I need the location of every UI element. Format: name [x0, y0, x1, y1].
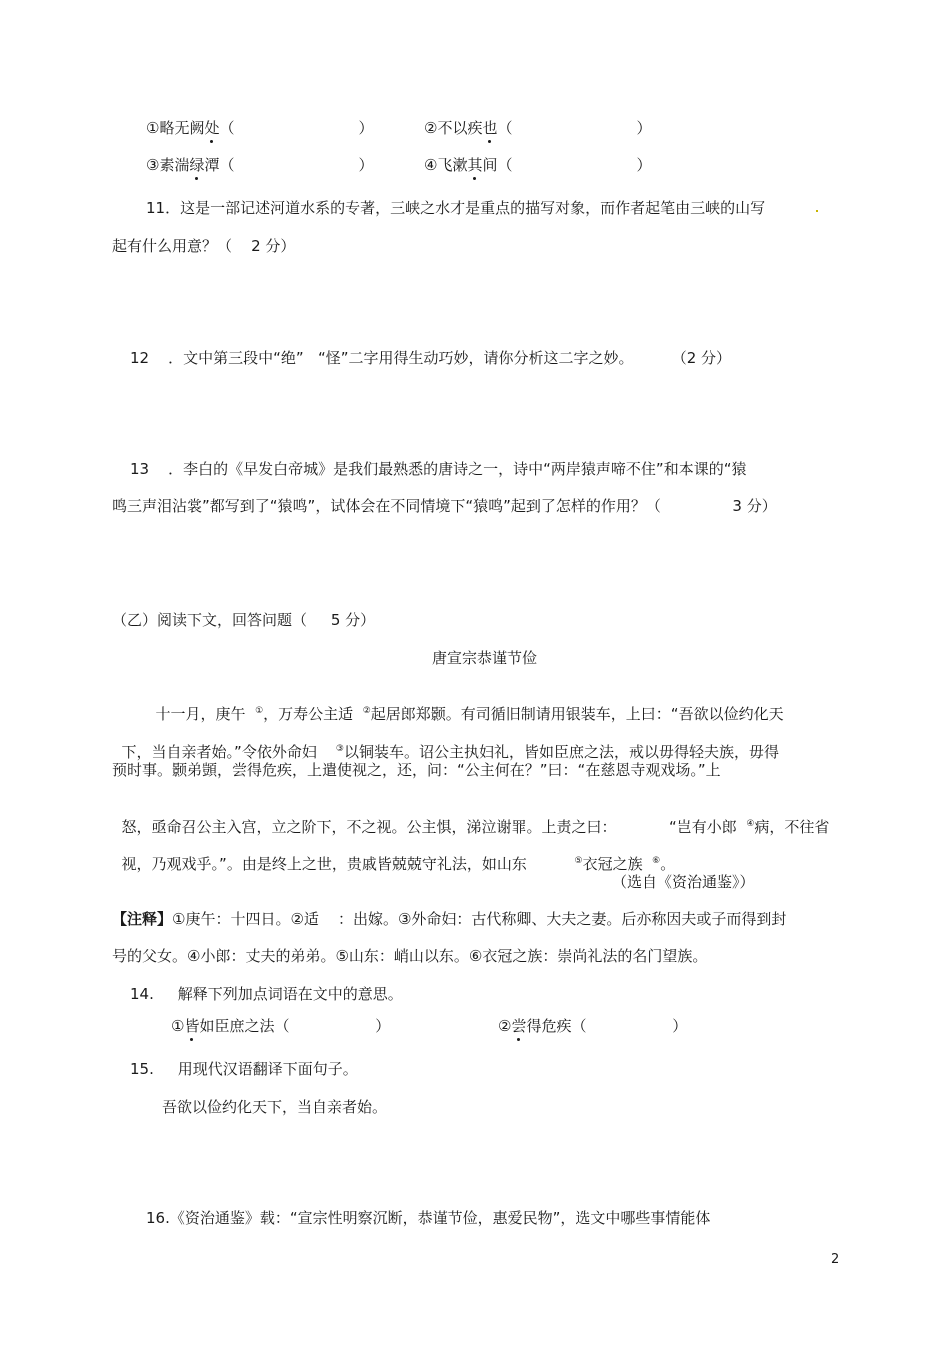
emphasis-dot-char: 其 [467, 156, 483, 174]
q13-line-1: 13 ．李白的《早发白帝城》是我们最熟悉的唐诗之一，诗中“两岸猿声啼不住”和本课的“猿 [130, 460, 747, 478]
q14-prompt: 14. 解释下列加点词语在文中的意思。 [130, 985, 403, 1003]
passage-source: （选自《资治通鉴》） [612, 873, 755, 891]
answer-blank[interactable]: （ ） [497, 156, 652, 174]
emphasis-dot-char: 处 [204, 119, 220, 137]
q14-item-2: ②尝得危疾（ ） [498, 1017, 688, 1035]
q10-item-4: ④飞漱其间（ ） [424, 156, 652, 174]
emphasis-dot-char: 尝 [511, 1017, 527, 1035]
footnote-ref: ⑥ [652, 856, 661, 866]
emphasis-dot-char: 也 [482, 119, 498, 137]
answer-blank[interactable]: （ ） [571, 1017, 688, 1035]
notes-line-1: 【注释】①庚午：十四日。②适 ：出嫁。③外命妇：古代称卿、大夫之妻。后亦称因夫或子而得到封 [112, 910, 787, 928]
footnote-ref: ① [255, 706, 264, 716]
page-number: 2 [831, 1252, 840, 1267]
notes-line-2: 号的父女。④小郎：丈夫的弟弟。⑤山东：峭山以东。⑥衣冠之族：崇尚礼法的名门望族。 [112, 947, 708, 965]
answer-blank[interactable]: （ ） [219, 156, 374, 174]
section-heading: （乙）阅读下文，回答问题（ 5 分） [112, 611, 376, 629]
footnote-ref: ④ [746, 819, 755, 829]
footnote-ref: ③ [335, 744, 344, 754]
answer-blank[interactable]: （ ） [219, 119, 374, 137]
emphasis-dot-char: 皆 [184, 1017, 200, 1035]
q15-sentence: 吾欲以俭约化天下，当自亲者始。 [162, 1098, 388, 1116]
answer-blank[interactable]: （ ） [274, 1017, 391, 1035]
passage-title: 唐宣宗恭谨节俭 [432, 649, 538, 667]
q11-line-1: 11．这是一部记述河道水系的专著，三峡之水才是重点的描写对象，而作者起笔由三峡的山写 [146, 199, 766, 217]
q13-line-2: 鸣三声泪沾裳”都写到了“猿鸣”，试体会在不同情境下“猿鸣”起到了怎样的作用？（ 3 分） [112, 497, 777, 515]
passage-line-3: 预时事。颢弟顗，尝得危疾，上遣使视之，还，问：“公主何在？”曰：“在慈恩寺观戏场。”上 [112, 761, 721, 779]
passage-line-2: 下，当自亲者始。”令依外命妇 ③以铜装车。诏公主执妇礼，皆如臣庶之法，戒以毋得轻夫族，毋得 [121, 743, 779, 761]
passage-line-5: 视，乃观戏乎。”。由是终上之世，贵戚皆兢兢守礼法，如山东 ⑤衣冠之族 ⑥。 [121, 855, 676, 873]
q10-item-1: ①略无阙处（ ） [146, 119, 374, 137]
passage-line-1: 十一月，庚午 ①，万寿公主适 ②起居郎郑颢。有司循旧制请用银装车，上曰：“吾欲以俭约化天 [155, 705, 784, 723]
answer-blank[interactable]: （ ） [497, 119, 652, 137]
passage-line-4: 怒，亟命召公主入宫，立之阶下，不之视。公主惧，涕泣谢罪。上责之曰： “岂有小郎 ④病，不往省 [121, 818, 830, 836]
notes-label: 【注释】 [112, 910, 173, 928]
emphasis-dot-char: 绿 [189, 156, 205, 174]
q15-prompt: 15. 用现代汉语翻译下面句子。 [130, 1060, 358, 1078]
footnote-ref: ② [362, 706, 371, 716]
q10-item-3: ③素湍绿潭（ ） [146, 156, 374, 174]
scan-speck [816, 210, 818, 212]
footnote-ref: ⑤ [574, 856, 583, 866]
q14-item-1: ①皆如臣庶之法（ ） [171, 1017, 391, 1035]
q12-line-1: 12 ．文中第三段中“绝” “怪”二字用得生动巧妙，请你分析这二字之妙。 （2 分） [130, 349, 732, 367]
q11-line-2: 起有什么用意？（ 2 分） [112, 237, 296, 255]
q10-item-2: ②不以疾也（ ） [424, 119, 652, 137]
q16-line-1: 16.《资治通鉴》载：“宣宗性明察沉断，恭谨节俭，惠爱民物”，选文中哪些事情能体 [146, 1209, 711, 1227]
